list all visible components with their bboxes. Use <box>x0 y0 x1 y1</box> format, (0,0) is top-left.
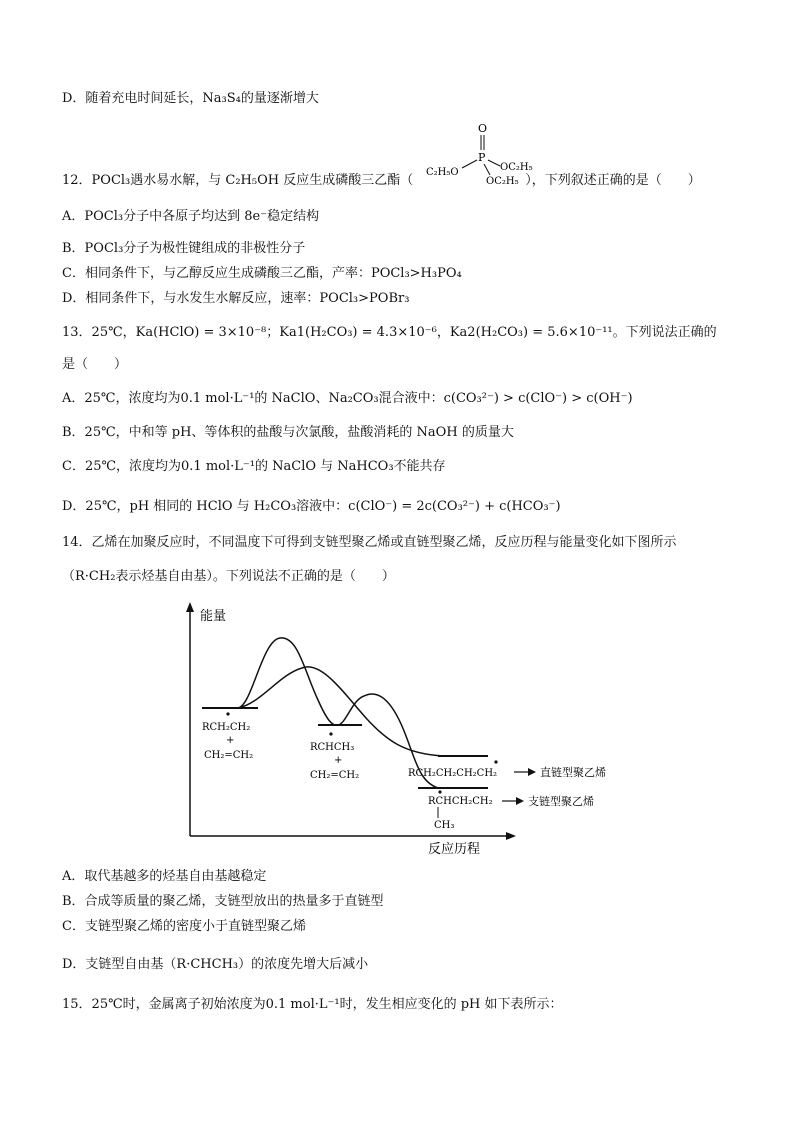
arrow-linear-head-icon <box>528 768 536 776</box>
species2-a: RCHCH₃ <box>310 742 355 753</box>
species2-b: CH₂=CH₂ <box>310 770 360 781</box>
y-axis-label: 能量 <box>200 609 227 624</box>
x-axis-label: 反应历程 <box>428 842 481 857</box>
q13-option-b: B．25℃，中和等 pH、等体积的盐酸与次氯酸，盐酸消耗的 NaOH 的质量大 <box>62 425 514 440</box>
q11-option-d: D．随着充电时间延长，Na₃S₄的量逐渐增大 <box>62 91 319 106</box>
branch-methyl: CH₃ <box>434 820 455 831</box>
q13-option-c: C．25℃，浓度均为0.1 mol·L⁻¹的 NaClO 与 NaHCO₃不能共存 <box>62 459 446 474</box>
struct-p: P <box>478 151 486 164</box>
radical-dot <box>329 732 332 735</box>
q13-stem-line1: 13．25℃，Ka(HClO) = 3×10⁻⁸；Ka1(H₂CO₃) = 4.3×10⁻⁶，Ka2(H₂CO₃) = 5.6×10⁻¹¹。下列说法正确的 <box>62 325 717 340</box>
q13-option-d: D．25℃，pH 相同的 HClO 与 H₂CO₃溶液中：c(ClO⁻) = 2c(CO₃²⁻) + c(HCO₃⁻) <box>62 499 561 514</box>
species1-b: CH₂=CH₂ <box>204 750 254 761</box>
q14-option-a: A．取代基越多的烃基自由基越稳定 <box>62 869 267 884</box>
q14-stem-line1: 14．乙烯在加聚反应时，不同温度下可得到支链型聚乙烯或直链型聚乙烯，反应历程与能量变化如下图所示 <box>62 535 677 550</box>
q12-stem-prefix: 12．POCl₃遇水易水解，与 C₂H₅OH 反应生成磷酸三乙酯（ <box>62 173 414 188</box>
energy-profile-diagram <box>180 600 620 860</box>
label-linear: 直链型聚乙烯 <box>540 766 606 779</box>
x-axis-arrow-icon <box>506 832 516 840</box>
q14-option-b: B．合成等质量的聚乙烯，支链型放出的热量多于直链型 <box>62 894 384 909</box>
q14-option-c: C．支链型聚乙烯的密度小于直链型聚乙烯 <box>62 919 306 934</box>
q15-stem: 15．25℃时，金属离子初始浓度为0.1 mol·L⁻¹时，发生相应变化的 pH 如下表所示： <box>62 997 563 1012</box>
q12-stem <box>62 172 701 190</box>
radical-dot <box>438 790 441 793</box>
q12-option-d: D．相同条件下，与水发生水解反应，速率：POCl₃>POBr₃ <box>62 291 410 306</box>
arrow-branched-head-icon <box>516 797 524 805</box>
q14-stem-line2: （R·CH₂表示烃基自由基）。下列说法不正确的是（ ） <box>62 569 395 584</box>
product-branched: RCHCH₂CH₂ <box>428 796 493 807</box>
struct-et-bottom: OC₂H₅ <box>486 176 519 187</box>
q12-option-b: B．POCl₃分子为极性键组成的非极性分子 <box>62 241 306 256</box>
struct-et-right: OC₂H₅ <box>500 162 533 173</box>
q12-option-c: C．相同条件下，与乙醇反应生成磷酸三乙酯，产率：POCl₃>H₃PO₄ <box>62 266 462 281</box>
q12-stem-suffix: ），下列叙述正确的是（ ） <box>525 173 701 188</box>
q12-option-a: A．POCl₃分子中各原子均达到 8e⁻稳定结构 <box>62 209 320 224</box>
q14-option-d: D．支链型自由基（R·CHCH₃）的浓度先增大后减小 <box>62 957 369 972</box>
species1-plus: + <box>226 735 235 746</box>
label-branched: 支链型聚乙烯 <box>528 795 594 808</box>
species1-a: RCH₂CH₂ <box>202 722 251 733</box>
species2-plus: + <box>334 755 343 766</box>
q13-option-a: A．25℃，浓度均为0.1 mol·L⁻¹的 NaClO、Na₂CO₃混合液中：c(CO₃²⁻) > c(ClO⁻) > c(OH⁻) <box>62 391 633 406</box>
triethyl-phosphate-structure <box>420 120 550 190</box>
y-axis-arrow-icon <box>186 602 194 612</box>
struct-et-left: C₂H₅O <box>426 167 459 178</box>
product-linear: RCH₂CH₂CH₂CH₂ <box>408 768 498 779</box>
struct-o-top: O <box>478 122 488 135</box>
radical-dot <box>226 712 229 715</box>
radical-dot <box>494 760 497 763</box>
q13-stem-line2: 是（ ） <box>62 357 128 372</box>
